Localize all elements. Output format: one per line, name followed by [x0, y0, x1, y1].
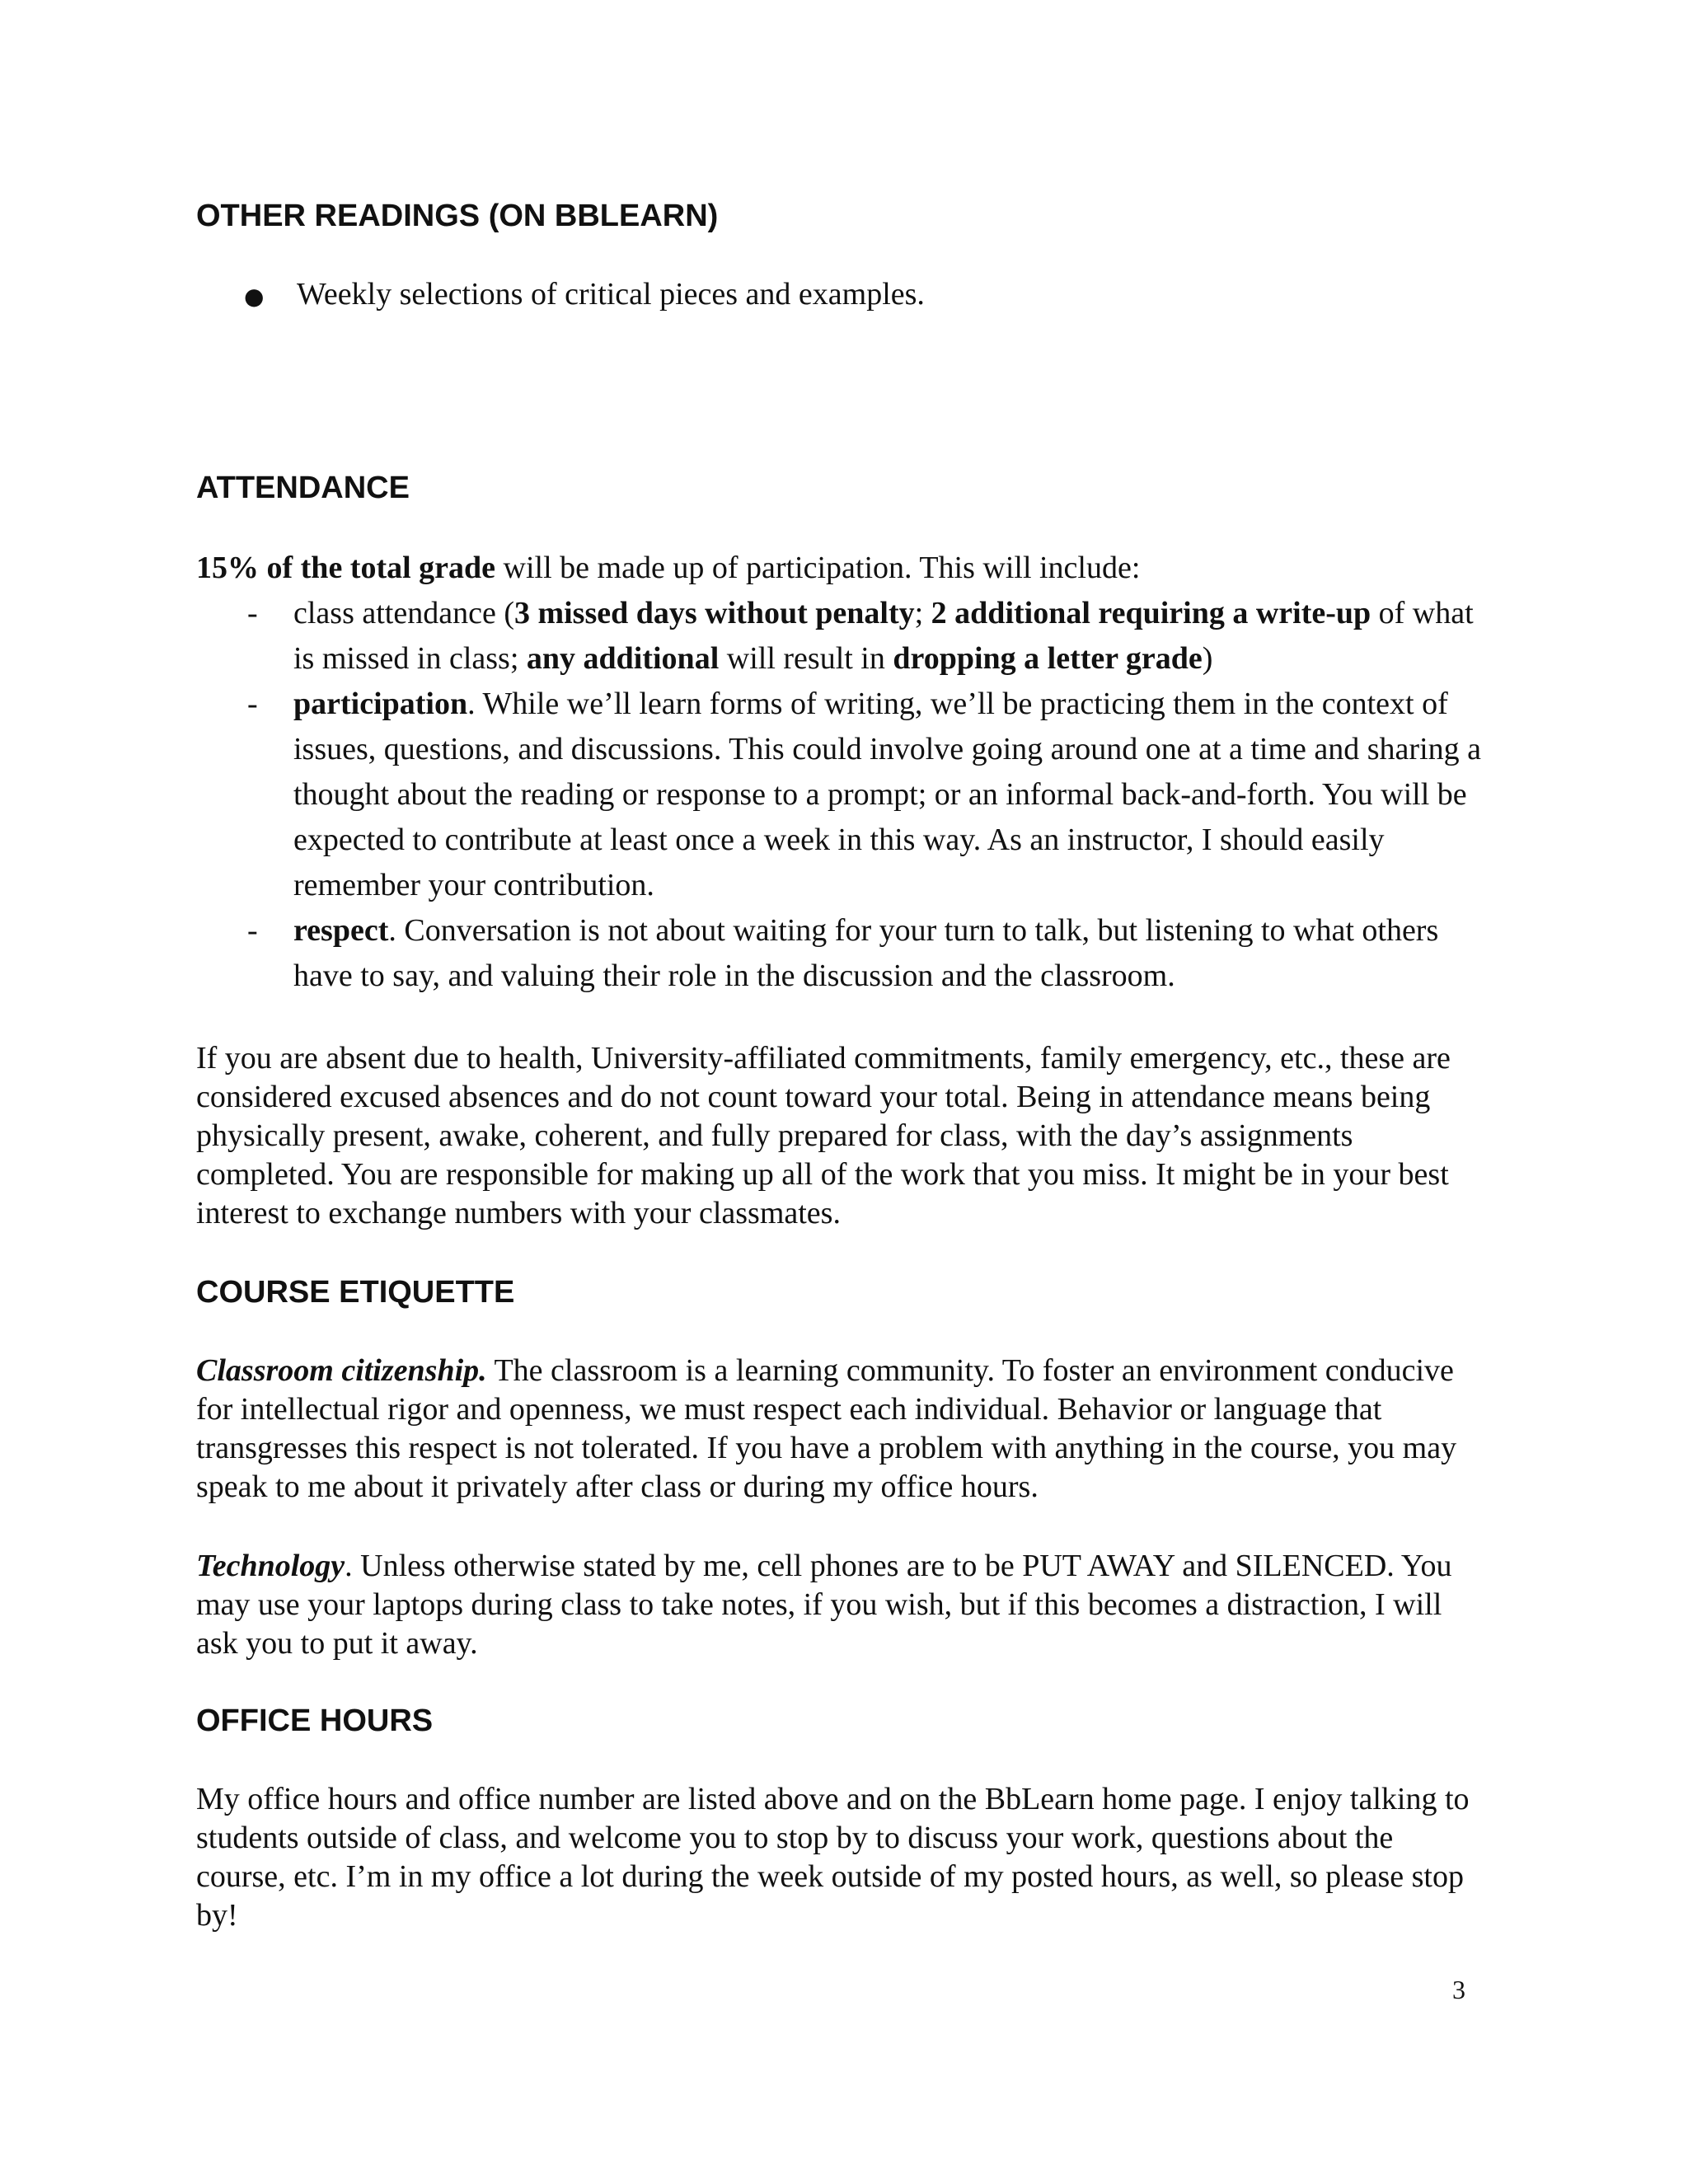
other-readings-list-item [244, 275, 925, 316]
text-run: class attendance ( [293, 596, 514, 630]
text-run: ; [914, 596, 931, 630]
text-run: of what is missed in class; [293, 596, 1474, 676]
dash-bullet-icon: - [247, 596, 258, 630]
text-run: . While we’ll learn forms of writing, we’ll be practicing them in the context of issues, questions, and discussions. This could involve going around one at a time and sharing a thought about the reading or response to a prompt; or an informal back-and-forth. You will be expected to contribute at least once a week in this way. As an instructor, I should easily remember your contribution. [293, 687, 1481, 902]
other-readings-bullet-text: Weekly selections of critical pieces and examples. [297, 277, 925, 312]
attendance-list-item [196, 591, 1498, 682]
attendance-intro-rest: will be made up of participation. This will include: [495, 551, 1141, 585]
attendance-intro [196, 546, 1482, 591]
bold-text-run: respect [293, 913, 389, 948]
page-number: 3 [1452, 1975, 1465, 2004]
bold-text-run: 3 missed days without penalty [513, 596, 915, 630]
absence-paragraph: If you are absent due to health, University-affiliated commitments, family emergency, etc., these are considered excused absences and do not count toward your total. Being in attendance means being physically present, awake, coherent, and fully prepared for class, with the day’s assignments completed. You are responsible for making up all of the work that you miss. It might be in your best interest to exchange numbers with your classmates. [196, 1041, 1451, 1230]
other-readings-heading: OTHER READINGS (ON BBLEARN) [196, 199, 719, 233]
text-run: . Conversation is not about waiting for your turn to talk, but listening to what others have to say, and valuing their role in the discussion and the classroom. [293, 913, 1439, 993]
attendance-item-text [293, 682, 1498, 908]
text-run: ) [1202, 641, 1213, 676]
bold-text-run: dropping a letter grade [893, 641, 1203, 676]
text-run: will result in [719, 641, 893, 676]
attendance-list-item [196, 682, 1498, 908]
attendance-list [196, 591, 1498, 999]
course-etiquette-heading: COURSE ETIQUETTE [196, 1275, 515, 1310]
bold-text-run: participation [293, 687, 468, 721]
technology-label: Technology [196, 1549, 345, 1583]
classroom-citizenship-paragraph [196, 1352, 1482, 1507]
classroom-citizenship-text: The classroom is a learning community. To foster an environment conducive for intellectual rigor and openness, we must respect each individual. Behavior or language that transgresses this respect is not tolerated. If you have a problem with anything in the course, you may speak to me about it privately after class or during my office hours. [196, 1353, 1457, 1504]
dash-bullet-icon: - [247, 687, 258, 721]
classroom-citizenship-label: Classroom citizenship. [196, 1353, 487, 1388]
attendance-item-text [293, 591, 1498, 682]
office-hours-heading: OFFICE HOURS [196, 1704, 434, 1738]
bold-text-run: any additional [526, 641, 720, 676]
bullet-icon: ● [244, 283, 265, 310]
attendance-list-item [196, 908, 1498, 999]
office-hours-paragraph: My office hours and office number are listed above and on the BbLearn home page. I enjoy talking to students outside of class, and welcome you to stop by to discuss your work, questions about the course, etc. I’m in my office a lot during the week outside of my posted hours, as well, so please stop by! [196, 1782, 1470, 1933]
attendance-intro-bold: 15% of the total grade [196, 551, 496, 585]
technology-text: . Unless otherwise stated by me, cell phones are to be PUT AWAY and SILENCED. You may use your laptops during class to take notes, if you wish, but if this becomes a distraction, I will ask you to put it away. [196, 1549, 1452, 1661]
dash-bullet-icon: - [247, 913, 258, 948]
bold-text-run: 2 additional requiring a write-up [931, 596, 1372, 630]
attendance-item-text [293, 908, 1498, 999]
attendance-heading: ATTENDANCE [196, 471, 410, 505]
technology-paragraph [196, 1547, 1482, 1663]
